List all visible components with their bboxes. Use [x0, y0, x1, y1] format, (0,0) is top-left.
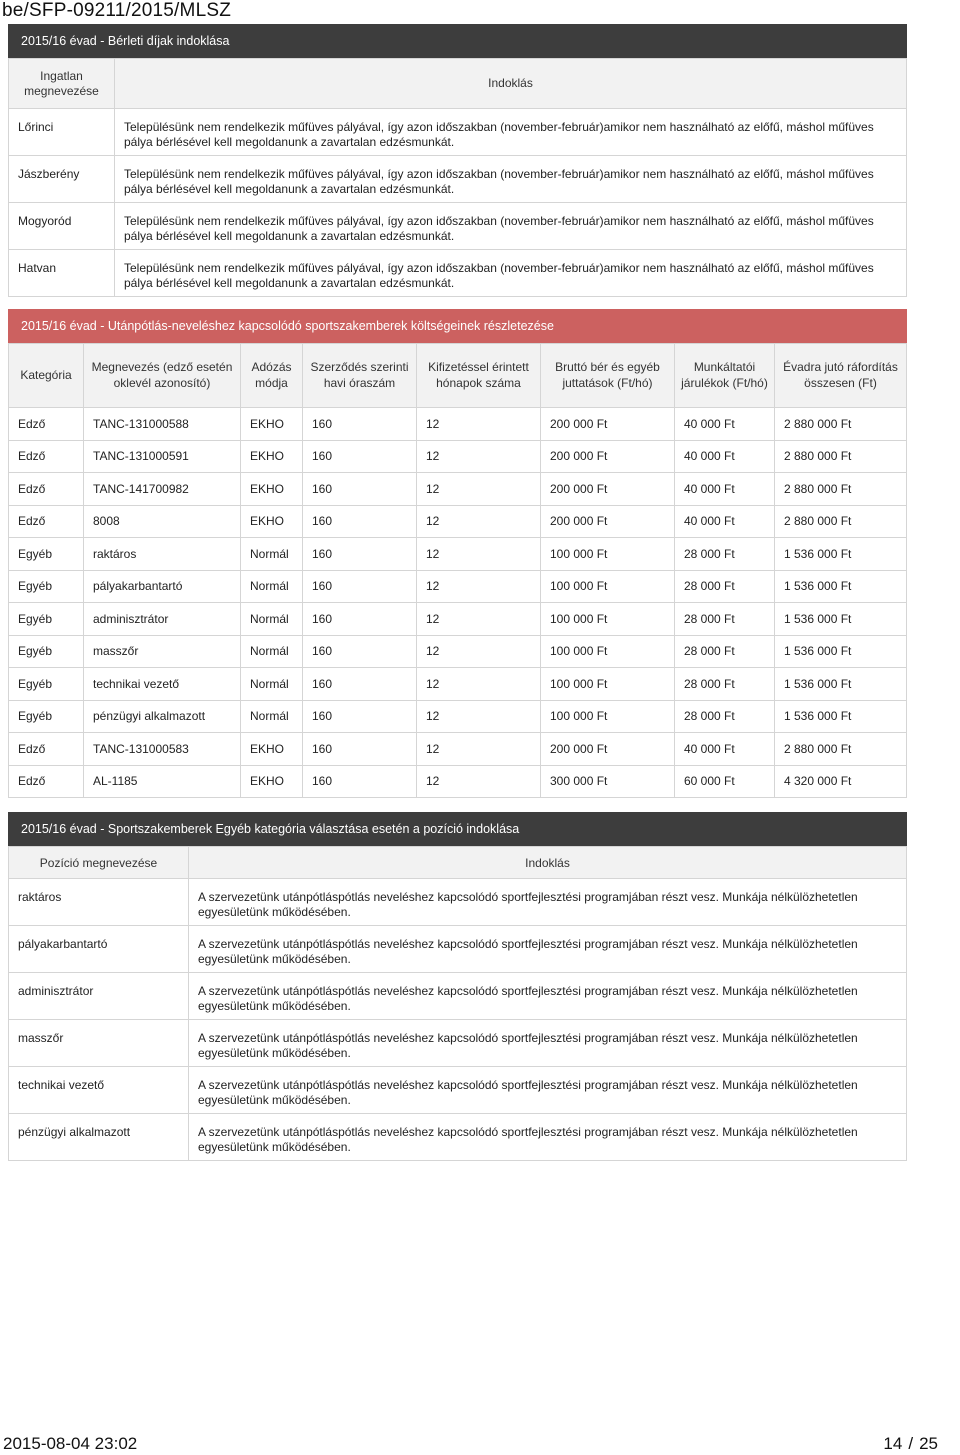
monthly-hours-cell: 160: [303, 733, 417, 766]
employer-contribution-cell: 40 000 Ft: [675, 408, 775, 441]
justification-text: A szervezetünk utánpótláspótlás neveléshez kapcsolódó sportfejlesztési programjában részt vesz. Munkája nélkülözhetetlen egyesületünk működésében.: [189, 926, 907, 973]
table-header-row: [9, 59, 907, 109]
page-total: 25: [919, 1434, 938, 1453]
gross-salary-cell: 200 000 Ft: [541, 505, 675, 538]
gross-salary-cell: 100 000 Ft: [541, 570, 675, 603]
category-cell: Egyéb: [9, 700, 84, 733]
paid-months-cell: 12: [417, 733, 541, 766]
page-separator: /: [908, 1434, 914, 1453]
category-cell: Edző: [9, 765, 84, 798]
table-row: [9, 879, 907, 926]
position-name: pályakarbantartó: [9, 926, 189, 973]
gross-salary-cell: 100 000 Ft: [541, 603, 675, 636]
season-total-cell: 1 536 000 Ft: [775, 700, 907, 733]
paid-months-cell: 12: [417, 765, 541, 798]
designation-cell: technikai vezető: [84, 668, 241, 701]
table-row: [9, 765, 907, 798]
justification-text: A szervezetünk utánpótláspótlás neveléshez kapcsolódó sportfejlesztési programjában részt vesz. Munkája nélkülözhetetlen egyesületünk működésében.: [189, 1020, 907, 1067]
monthly-hours-cell: 160: [303, 765, 417, 798]
season-total-cell: 2 880 000 Ft: [775, 505, 907, 538]
justification-text: Településünk nem rendelkezik műfüves pályával, így azon időszakban (november-február)amikor nem használható az előfű, máshol műfüves pálya bérlésével kell megoldanunk a zavartalan edzésmunkát.: [115, 156, 907, 203]
category-cell: Edző: [9, 440, 84, 473]
monthly-hours-cell: 160: [303, 505, 417, 538]
footer-timestamp: 2015-08-04 23:02: [3, 1434, 138, 1453]
table-row: [9, 1114, 907, 1161]
column-header-designation: Megnevezés (edző esetén oklevél azonosító): [84, 344, 241, 408]
tax-mode-cell: Normál: [241, 635, 303, 668]
designation-cell: masszőr: [84, 635, 241, 668]
column-header-property: Ingatlan megnevezése: [9, 59, 115, 109]
category-cell: Egyéb: [9, 668, 84, 701]
table-row: [9, 1067, 907, 1114]
monthly-hours-cell: 160: [303, 440, 417, 473]
table-row: [9, 635, 907, 668]
employer-contribution-cell: 28 000 Ft: [675, 700, 775, 733]
section-title: 2015/16 évad - Sportszakemberek Egyéb kategória választása esetén a pozíció indoklása: [8, 812, 907, 846]
column-header-employer-contribution: Munkáltatói járulékok (Ft/hó): [675, 344, 775, 408]
table-row: [9, 203, 907, 250]
season-total-cell: 4 320 000 Ft: [775, 765, 907, 798]
tax-mode-cell: Normál: [241, 700, 303, 733]
position-name: masszőr: [9, 1020, 189, 1067]
table-row: [9, 570, 907, 603]
category-cell: Edző: [9, 505, 84, 538]
table-row: [9, 926, 907, 973]
category-cell: Egyéb: [9, 570, 84, 603]
gross-salary-cell: 100 000 Ft: [541, 635, 675, 668]
employer-contribution-cell: 28 000 Ft: [675, 570, 775, 603]
table-row: [9, 668, 907, 701]
employer-contribution-cell: 28 000 Ft: [675, 603, 775, 636]
category-cell: Egyéb: [9, 635, 84, 668]
employer-contribution-cell: 28 000 Ft: [675, 538, 775, 571]
column-header-season-total: Évadra jutó ráfordítás összesen (Ft): [775, 344, 907, 408]
justification-text: A szervezetünk utánpótláspótlás neveléshez kapcsolódó sportfejlesztési programjában részt vesz. Munkája nélkülözhetetlen egyesületünk működésében.: [189, 1114, 907, 1161]
table-row: [9, 473, 907, 506]
employer-contribution-cell: 40 000 Ft: [675, 473, 775, 506]
position-name: pénzügyi alkalmazott: [9, 1114, 189, 1161]
tax-mode-cell: EKHO: [241, 733, 303, 766]
designation-cell: raktáros: [84, 538, 241, 571]
tax-mode-cell: EKHO: [241, 473, 303, 506]
table-row: [9, 156, 907, 203]
tax-mode-cell: Normál: [241, 668, 303, 701]
gross-salary-cell: 200 000 Ft: [541, 440, 675, 473]
employer-contribution-cell: 28 000 Ft: [675, 635, 775, 668]
justification-text: Településünk nem rendelkezik műfüves pályával, így azon időszakban (november-február)amikor nem használható az előfű, máshol műfüves pálya bérlésével kell megoldanunk a zavartalan edzésmunkát.: [115, 250, 907, 297]
designation-cell: 8008: [84, 505, 241, 538]
justification-text: A szervezetünk utánpótláspótlás neveléshez kapcsolódó sportfejlesztési programjában részt vesz. Munkája nélkülözhetetlen egyesületünk működésében.: [189, 973, 907, 1020]
employer-contribution-cell: 40 000 Ft: [675, 440, 775, 473]
position-table: [8, 846, 907, 1161]
section-rent-justification: [8, 24, 907, 297]
tax-mode-cell: EKHO: [241, 505, 303, 538]
table-row: [9, 973, 907, 1020]
column-header-position: Pozíció megnevezése: [9, 847, 189, 879]
monthly-hours-cell: 160: [303, 473, 417, 506]
rent-table: [8, 58, 907, 297]
designation-cell: pályakarbantartó: [84, 570, 241, 603]
season-total-cell: 2 880 000 Ft: [775, 733, 907, 766]
section-position-justification: [8, 812, 907, 1161]
employer-contribution-cell: 40 000 Ft: [675, 733, 775, 766]
position-name: technikai vezető: [9, 1067, 189, 1114]
season-total-cell: 1 536 000 Ft: [775, 635, 907, 668]
paid-months-cell: 12: [417, 538, 541, 571]
monthly-hours-cell: 160: [303, 635, 417, 668]
monthly-hours-cell: 160: [303, 408, 417, 441]
justification-text: A szervezetünk utánpótláspótlás neveléshez kapcsolódó sportfejlesztési programjában részt vesz. Munkája nélkülözhetetlen egyesületünk működésében.: [189, 879, 907, 926]
employer-contribution-cell: 40 000 Ft: [675, 505, 775, 538]
table-row: [9, 538, 907, 571]
section-staff-costs: [8, 309, 907, 798]
page-current: 14: [883, 1434, 903, 1453]
table-row: [9, 1020, 907, 1067]
position-name: adminisztrátor: [9, 973, 189, 1020]
season-total-cell: 1 536 000 Ft: [775, 570, 907, 603]
tax-mode-cell: EKHO: [241, 408, 303, 441]
table-header-row: [9, 847, 907, 879]
employer-contribution-cell: 28 000 Ft: [675, 668, 775, 701]
season-total-cell: 2 880 000 Ft: [775, 440, 907, 473]
paid-months-cell: 12: [417, 440, 541, 473]
paid-months-cell: 12: [417, 505, 541, 538]
designation-cell: adminisztrátor: [84, 603, 241, 636]
paid-months-cell: 12: [417, 635, 541, 668]
designation-cell: TANC-131000588: [84, 408, 241, 441]
property-name: Lőrinci: [9, 109, 115, 156]
table-header-row: [9, 344, 907, 408]
season-total-cell: 1 536 000 Ft: [775, 603, 907, 636]
justification-text: A szervezetünk utánpótláspótlás neveléshez kapcsolódó sportfejlesztési programjában részt vesz. Munkája nélkülözhetetlen egyesületünk működésében.: [189, 1067, 907, 1114]
gross-salary-cell: 100 000 Ft: [541, 538, 675, 571]
property-name: Jászberény: [9, 156, 115, 203]
column-header-monthly-hours: Szerződés szerinti havi óraszám: [303, 344, 417, 408]
page-number: [883, 1434, 938, 1454]
gross-salary-cell: 200 000 Ft: [541, 473, 675, 506]
gross-salary-cell: 200 000 Ft: [541, 733, 675, 766]
paid-months-cell: 12: [417, 603, 541, 636]
paid-months-cell: 12: [417, 408, 541, 441]
monthly-hours-cell: 160: [303, 668, 417, 701]
monthly-hours-cell: 160: [303, 603, 417, 636]
designation-cell: pénzügyi alkalmazott: [84, 700, 241, 733]
season-total-cell: 2 880 000 Ft: [775, 473, 907, 506]
paid-months-cell: 12: [417, 700, 541, 733]
column-header-paid-months: Kifizetéssel érintett hónapok száma: [417, 344, 541, 408]
table-row: [9, 505, 907, 538]
position-name: raktáros: [9, 879, 189, 926]
category-cell: Egyéb: [9, 603, 84, 636]
property-name: Mogyoród: [9, 203, 115, 250]
table-row: [9, 250, 907, 297]
gross-salary-cell: 200 000 Ft: [541, 408, 675, 441]
season-total-cell: 2 880 000 Ft: [775, 408, 907, 441]
monthly-hours-cell: 160: [303, 538, 417, 571]
gross-salary-cell: 300 000 Ft: [541, 765, 675, 798]
table-row: [9, 700, 907, 733]
season-total-cell: 1 536 000 Ft: [775, 668, 907, 701]
paid-months-cell: 12: [417, 473, 541, 506]
monthly-hours-cell: 160: [303, 700, 417, 733]
property-name: Hatvan: [9, 250, 115, 297]
table-row: [9, 408, 907, 441]
paid-months-cell: 12: [417, 570, 541, 603]
section-title: 2015/16 évad - Utánpótlás-neveléshez kapcsolódó sportszakemberek költségeinek részletezése: [8, 309, 907, 343]
staff-cost-table: [8, 343, 907, 798]
section-title: 2015/16 évad - Bérleti díjak indoklása: [8, 24, 907, 58]
designation-cell: TANC-141700982: [84, 473, 241, 506]
tax-mode-cell: EKHO: [241, 765, 303, 798]
employer-contribution-cell: 60 000 Ft: [675, 765, 775, 798]
category-cell: Edző: [9, 473, 84, 506]
gross-salary-cell: 100 000 Ft: [541, 668, 675, 701]
column-header-gross-salary: Bruttó bér és egyéb juttatások (Ft/hó): [541, 344, 675, 408]
category-cell: Edző: [9, 733, 84, 766]
category-cell: Edző: [9, 408, 84, 441]
designation-cell: AL-1185: [84, 765, 241, 798]
tax-mode-cell: EKHO: [241, 440, 303, 473]
table-row: [9, 440, 907, 473]
tax-mode-cell: Normál: [241, 603, 303, 636]
column-header-justification: Indoklás: [189, 847, 907, 879]
column-header-category: Kategória: [9, 344, 84, 408]
category-cell: Egyéb: [9, 538, 84, 571]
paid-months-cell: 12: [417, 668, 541, 701]
gross-salary-cell: 100 000 Ft: [541, 700, 675, 733]
table-row: [9, 603, 907, 636]
justification-text: Településünk nem rendelkezik műfüves pályával, így azon időszakban (november-február)amikor nem használható az előfű, máshol műfüves pálya bérlésével kell megoldanunk a zavartalan edzésmunkát.: [115, 203, 907, 250]
designation-cell: TANC-131000591: [84, 440, 241, 473]
monthly-hours-cell: 160: [303, 570, 417, 603]
season-total-cell: 1 536 000 Ft: [775, 538, 907, 571]
document-id: be/SFP-09211/2015/MLSZ: [2, 0, 232, 21]
justification-text: Településünk nem rendelkezik műfüves pályával, így azon időszakban (november-február)amikor nem használható az előfű, máshol műfüves pálya bérlésével kell megoldanunk a zavartalan edzésmunkát.: [115, 109, 907, 156]
column-header-tax-mode: Adózás módja: [241, 344, 303, 408]
table-row: [9, 109, 907, 156]
tax-mode-cell: Normál: [241, 538, 303, 571]
designation-cell: TANC-131000583: [84, 733, 241, 766]
column-header-justification: Indoklás: [115, 59, 907, 109]
tax-mode-cell: Normál: [241, 570, 303, 603]
table-row: [9, 733, 907, 766]
